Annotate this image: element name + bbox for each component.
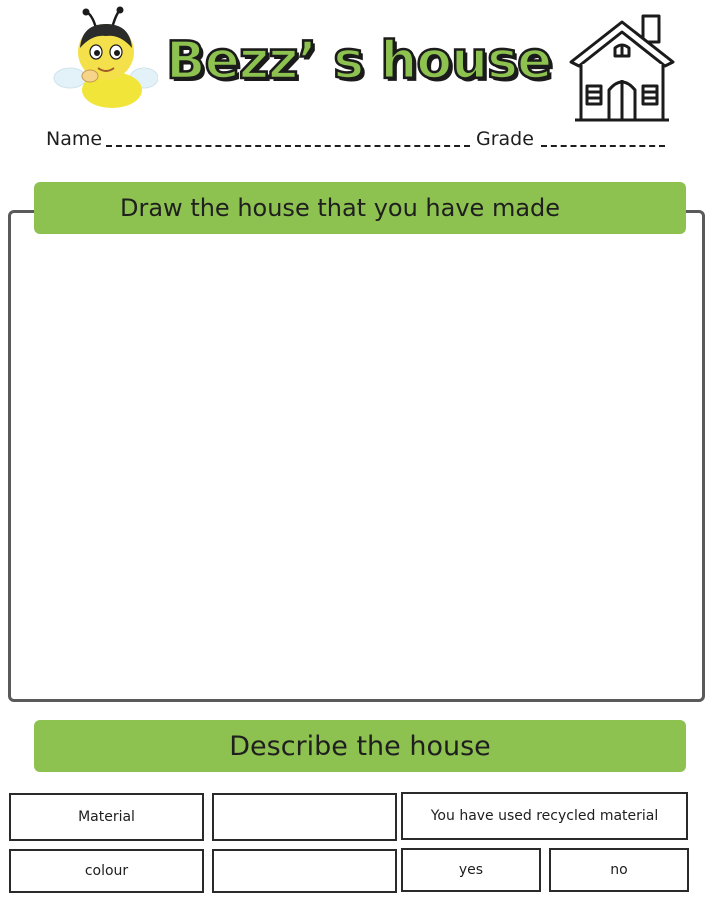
colour-label-cell: colour xyxy=(9,849,204,893)
material-answer-cell[interactable] xyxy=(212,793,397,841)
name-write-line[interactable] xyxy=(106,145,470,147)
material-label-cell: Material xyxy=(9,793,204,841)
yes-option-cell[interactable]: yes xyxy=(401,848,541,892)
recycled-question-cell: You have used recycled material xyxy=(401,792,688,840)
no-option-cell[interactable]: no xyxy=(549,848,689,892)
grade-write-line[interactable] xyxy=(541,145,665,147)
grade-label: Grade xyxy=(476,128,534,150)
describe-section-heading: Describe the house xyxy=(34,720,686,772)
house-outline-icon xyxy=(565,12,679,124)
drawing-section-heading: Draw the house that you have made xyxy=(34,182,686,234)
bee-mascot-icon xyxy=(52,4,158,108)
drawing-area[interactable] xyxy=(8,210,705,702)
name-label: Name xyxy=(46,128,103,150)
page-title: Bezz’ s house xyxy=(166,31,552,91)
colour-answer-cell[interactable] xyxy=(212,849,397,893)
